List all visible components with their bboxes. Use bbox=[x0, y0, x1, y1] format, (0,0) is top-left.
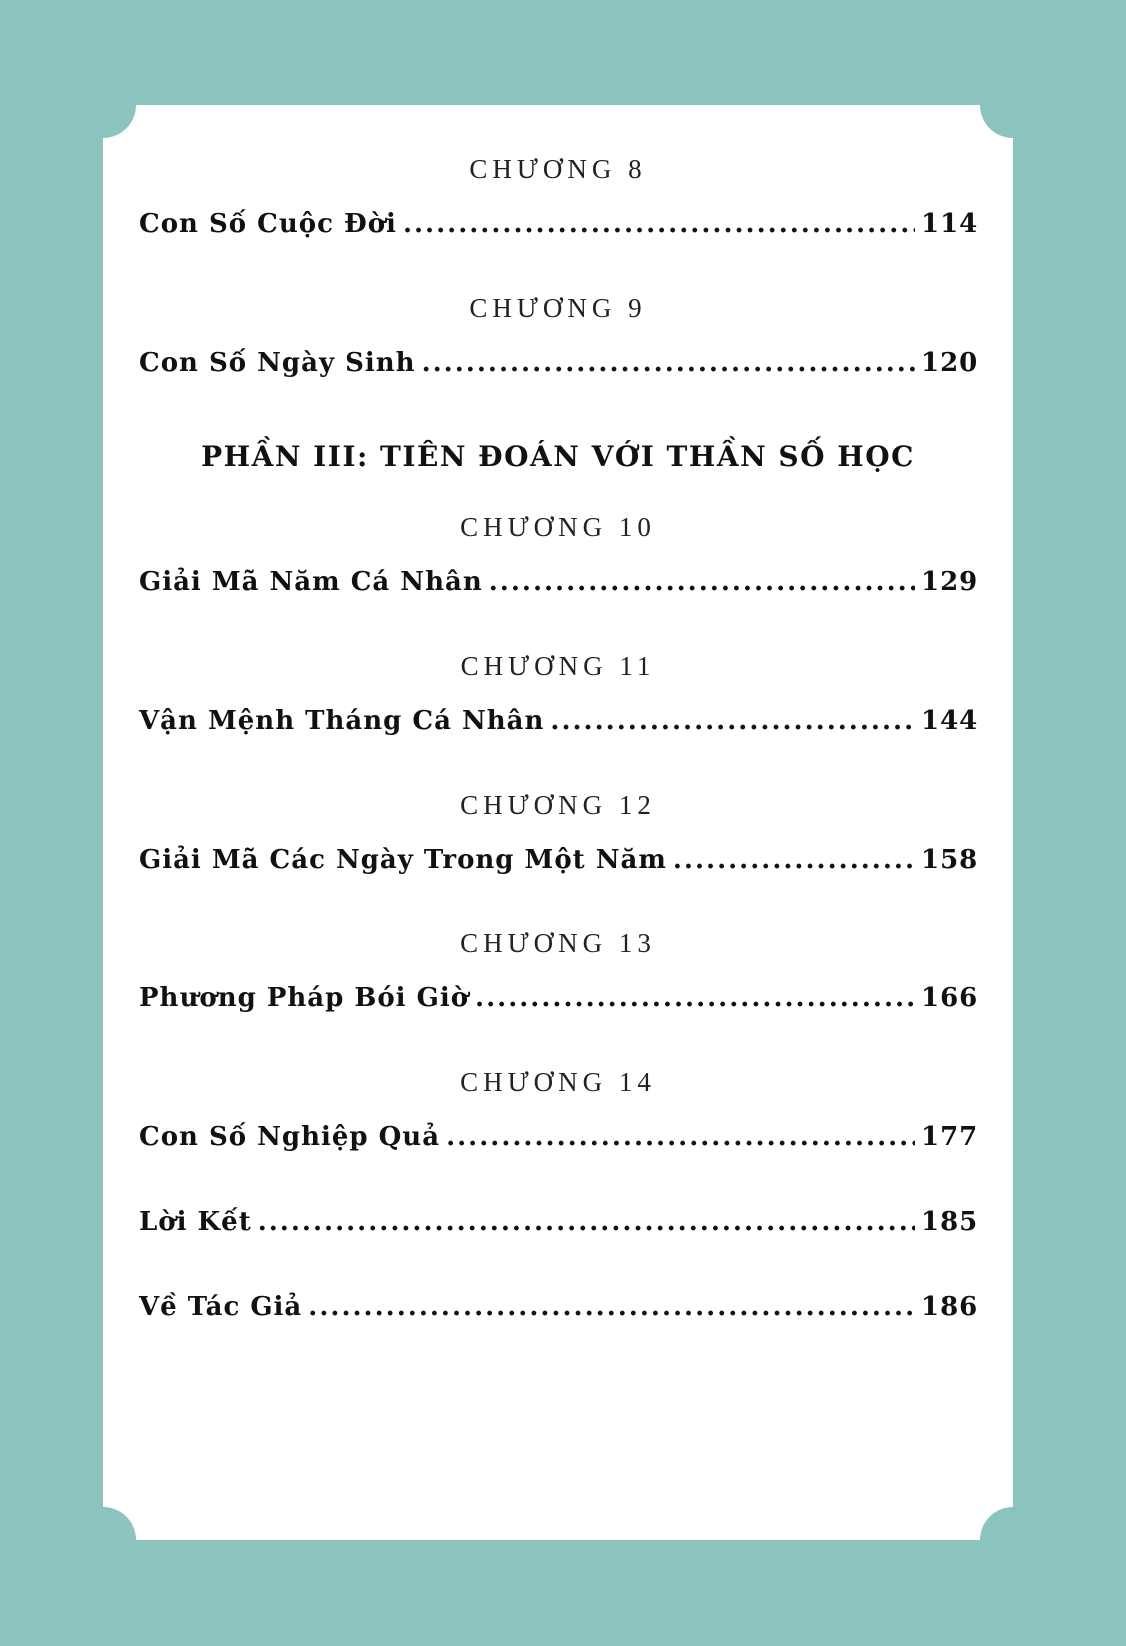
dot-leader bbox=[308, 1290, 915, 1324]
toc-entry-title: Con Số Ngày Sinh bbox=[139, 348, 416, 378]
toc-entry-page: 177 bbox=[921, 1122, 979, 1152]
corner-notch bbox=[103, 105, 136, 138]
dot-leader bbox=[489, 565, 915, 599]
chapter-heading: CHƯƠNG 14 bbox=[460, 1067, 656, 1097]
dot-leader bbox=[422, 346, 915, 380]
chapter-heading: CHƯƠNG 11 bbox=[460, 651, 656, 681]
toc-entry[interactable] bbox=[139, 704, 1013, 738]
toc-entry-title: Giải Mã Năm Cá Nhân bbox=[139, 567, 483, 597]
chapter-heading: CHƯƠNG 13 bbox=[460, 928, 656, 958]
toc-entry-page: 185 bbox=[921, 1207, 979, 1237]
dot-leader bbox=[673, 843, 915, 877]
dot-leader bbox=[446, 1120, 915, 1154]
chapter-heading: CHƯƠNG 12 bbox=[460, 790, 656, 820]
chapter-heading: CHƯƠNG 9 bbox=[469, 293, 647, 323]
toc-page bbox=[103, 105, 1013, 1540]
toc-entry-page: 158 bbox=[921, 845, 979, 875]
toc-entry-title: Con Số Nghiệp Quả bbox=[139, 1122, 441, 1152]
toc-entry-title: Lời Kết bbox=[139, 1207, 252, 1237]
corner-notch bbox=[980, 1507, 1013, 1540]
toc-entry-title: Con Số Cuộc Đời bbox=[139, 209, 397, 239]
toc-entry-title: Phương Pháp Bói Giờ bbox=[139, 983, 470, 1013]
dot-leader bbox=[475, 981, 915, 1015]
toc-entry-title: Về Tác Giả bbox=[139, 1292, 303, 1322]
toc-entry-title: Giải Mã Các Ngày Trong Một Năm bbox=[139, 845, 667, 875]
toc-entry[interactable] bbox=[139, 1205, 1013, 1239]
toc-entry[interactable] bbox=[139, 207, 1013, 241]
toc-entry-page: 186 bbox=[921, 1292, 979, 1322]
dot-leader bbox=[403, 207, 915, 241]
dot-leader bbox=[258, 1205, 915, 1239]
chapter-heading: CHƯƠNG 8 bbox=[469, 154, 647, 184]
toc-entry[interactable] bbox=[139, 1120, 1013, 1154]
toc-entry-page: 114 bbox=[921, 209, 979, 239]
corner-notch bbox=[103, 1507, 136, 1540]
toc-entry[interactable] bbox=[139, 565, 1013, 599]
dot-leader bbox=[550, 704, 915, 738]
part-heading: PHẦN III: TIÊN ĐOÁN VỚI THẦN SỐ HỌC bbox=[201, 440, 915, 473]
chapter-heading: CHƯƠNG 10 bbox=[460, 512, 656, 542]
toc-entry[interactable] bbox=[139, 981, 1013, 1015]
toc-entry-page: 120 bbox=[921, 348, 979, 378]
toc-entry-page: 129 bbox=[921, 567, 979, 597]
toc-entry-title: Vận Mệnh Tháng Cá Nhân bbox=[139, 706, 545, 736]
toc-entry[interactable] bbox=[139, 843, 1013, 877]
toc-entry[interactable] bbox=[139, 1290, 1013, 1324]
toc-entry-page: 166 bbox=[921, 983, 979, 1013]
corner-notch bbox=[980, 105, 1013, 138]
toc-entry[interactable] bbox=[139, 346, 1013, 380]
toc-entry-page: 144 bbox=[921, 706, 979, 736]
